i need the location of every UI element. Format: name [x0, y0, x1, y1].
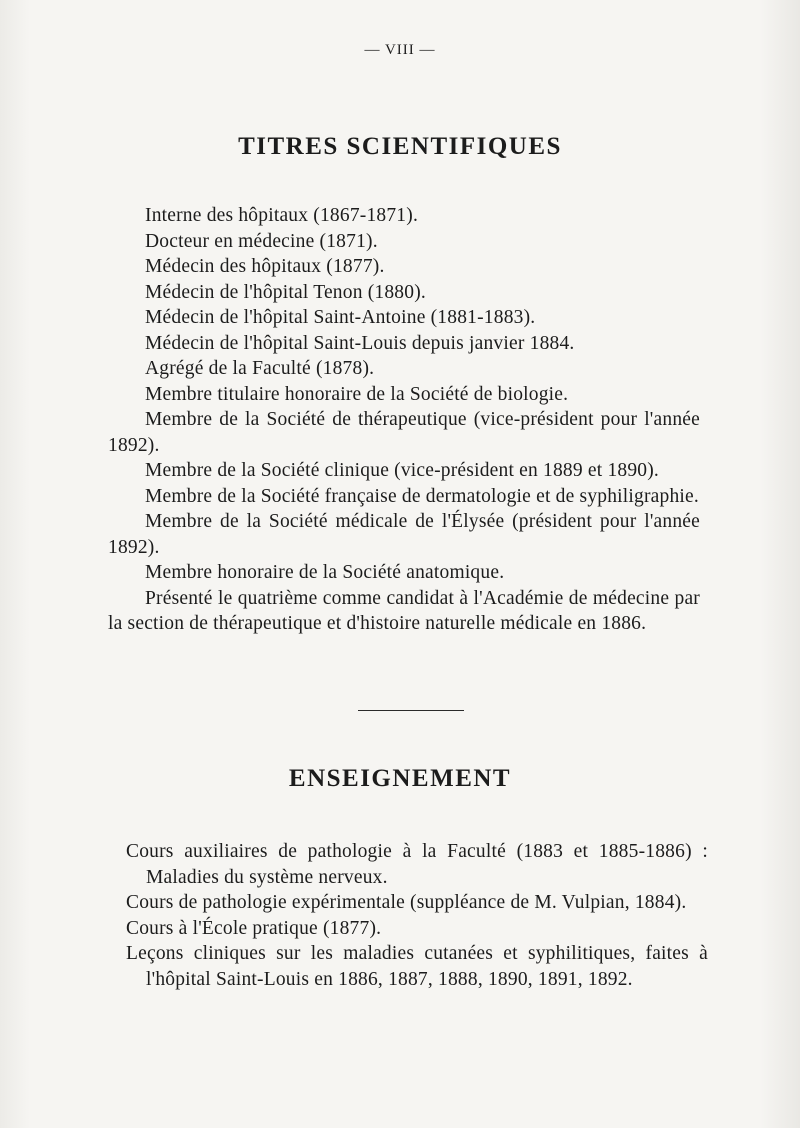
list-item: Cours à l'École pratique (1877).: [126, 917, 382, 939]
list-item: Médecin de l'hôpital Tenon (1880).: [145, 281, 426, 303]
list-item: Agrégé de la Faculté (1878).: [145, 358, 375, 379]
enseignement-list: [126, 839, 708, 992]
list-item: Membre honoraire de la Société anatomique.: [145, 562, 505, 583]
list-item: Médecin des hôpitaux (1877).: [145, 256, 385, 277]
section-heading-enseignement: ENSEIGNEMENT: [288, 765, 512, 792]
list-item: Membre de la Société de thérapeutique (vice-président pour l'année 1892).: [108, 409, 700, 456]
list-item: Membre de la Société française de dermatologie et de syphiligraphie.: [145, 485, 699, 507]
list-item: Médecin de l'hôpital Saint-Antoine (1881-1883).: [145, 307, 536, 328]
list-item: Interne des hôpitaux (1867-1871).: [145, 205, 419, 226]
list-item: Leçons cliniques sur les maladies cutanées et syphilitiques, faites à l'hôpital Saint-Louis en 1886, 1887, 1888, 1890, 1891, 1892.: [126, 943, 708, 990]
list-item: Membre titulaire honoraire de la Société de biologie.: [145, 383, 569, 405]
list-item: Docteur en médecine (1871).: [145, 230, 378, 252]
section-heading-titres: TITRES SCIENTIFIQUES: [238, 133, 562, 160]
list-item: Cours de pathologie expérimentale (suppléance de M. Vulpian, 1884).: [126, 892, 687, 913]
list-item: Membre de la Société médicale de l'Élysée (président pour l'année 1892).: [108, 511, 700, 558]
list-item: Membre de la Société clinique (vice-président en 1889 et 1890).: [145, 460, 660, 481]
page-number: — VIII —: [364, 42, 436, 58]
section-divider: [358, 710, 464, 711]
list-item: Médecin de l'hôpital Saint-Louis depuis janvier 1884.: [145, 332, 575, 354]
list-item: Présenté le quatrième comme candidat à l'Académie de médecine par la section de thérapeutique et d'histoire naturelle médicale en 1886.: [108, 587, 700, 634]
list-item: Cours auxiliaires de pathologie à la Faculté (1883 et 1885-1886) : Maladies du système nerveux.: [126, 841, 708, 888]
titres-list: [108, 203, 700, 637]
